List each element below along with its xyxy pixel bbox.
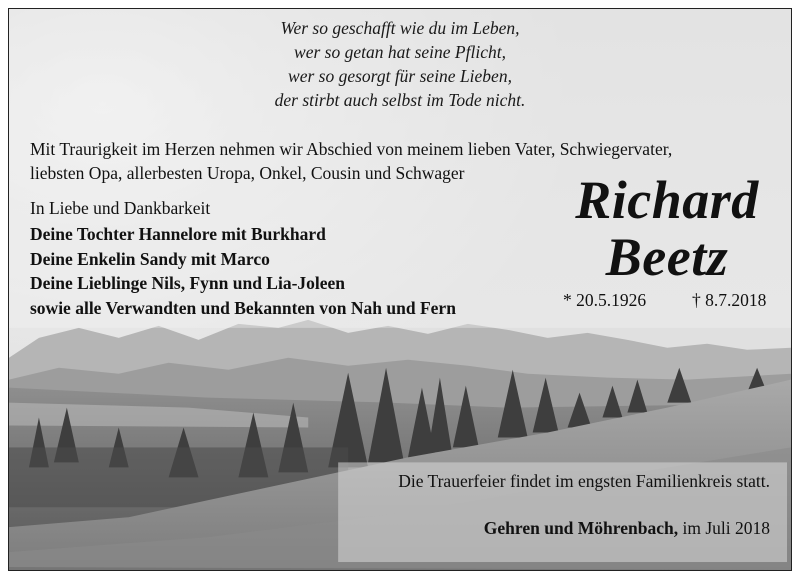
poem-line: wer so getan hat seine Pflicht,: [294, 42, 506, 62]
birth-date: * 20.5.1926: [563, 290, 647, 310]
mourner-line: Deine Enkelin Sandy mit Marco: [30, 248, 270, 269]
closing-phrase: In Liebe und Dankbarkeit: [30, 198, 211, 218]
mourners-list: [30, 222, 456, 320]
deceased-first-name: Richard: [575, 170, 759, 230]
death-date: † 8.7.2018: [692, 290, 767, 310]
memorial-poem: [0, 16, 800, 112]
place-and-date: [484, 518, 770, 539]
mourner-line: Deine Lieblinge Nils, Fynn und Lia-Joleen: [30, 273, 346, 293]
intro-line: liebsten Opa, allerbesten Uropa, Onkel, Cousin und Schwager: [30, 163, 465, 183]
poem-line: wer so gesorgt für seine Lieben,: [288, 66, 512, 86]
mourner-line: sowie alle Verwandten und Bekannten von Nah und Fern: [30, 297, 456, 318]
funeral-note: Die Trauerfeier findet im engsten Familienkreis statt.: [398, 471, 770, 491]
intro-line: Mit Traurigkeit im Herzen nehmen wir Abschied von meinem lieben Vater, Schwiegervater,: [30, 139, 673, 159]
place-names: Gehren und Möhrenbach,: [483, 518, 679, 538]
deceased-last-name: Beetz: [605, 227, 729, 287]
poem-line: Wer so geschafft wie du im Leben,: [280, 18, 520, 38]
mourner-line: Deine Tochter Hannelore mit Burkhard: [30, 224, 326, 244]
poem-line: der stirbt auch selbst im Tode nicht.: [274, 90, 526, 110]
date-line: im Juli 2018: [678, 518, 770, 538]
